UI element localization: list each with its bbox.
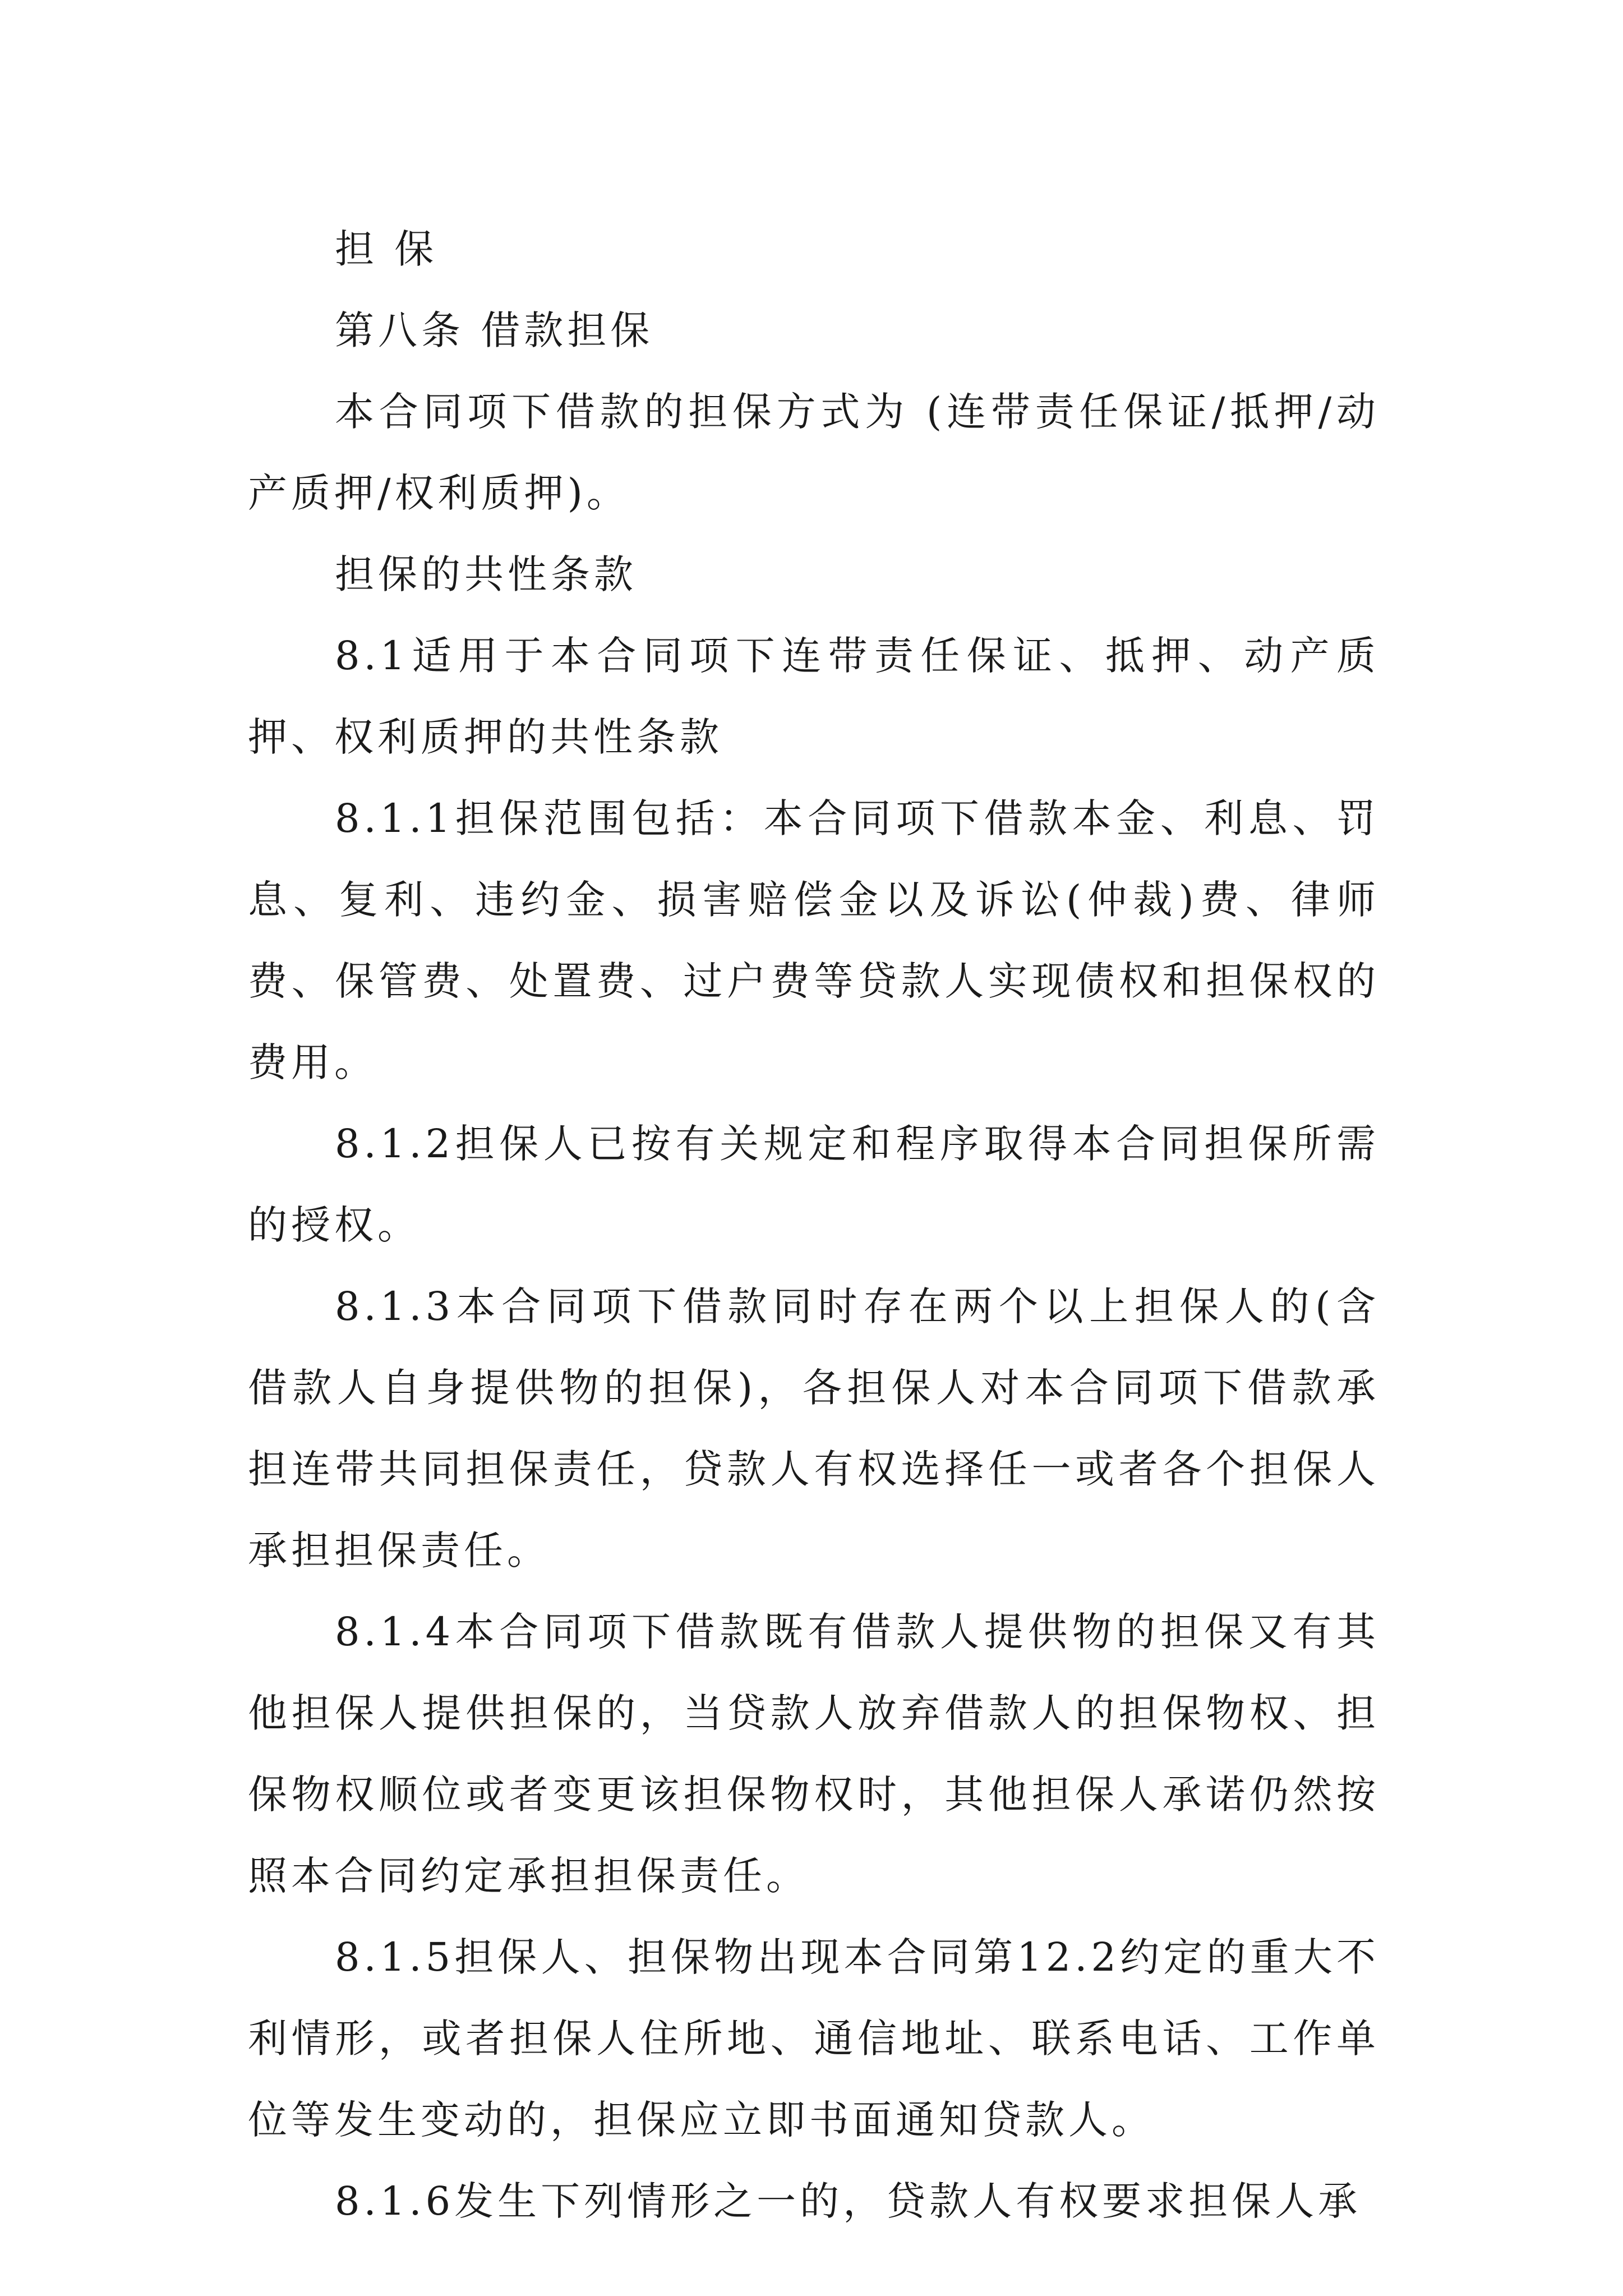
clause-8-1: 8.1适用于本合同项下连带责任保证、抵押、动产质押、权利质押的共性条款: [248, 633, 1380, 760]
clause-8-1-6: 8.1.6发生下列情形之一的，贷款人有权要求担保人承: [335, 2178, 1362, 2224]
section-heading: 担 保: [335, 226, 438, 272]
article-heading: 第八条 借款担保: [335, 307, 654, 353]
clause-8-1-3: 8.1.3本合同项下借款同时存在两个以上担保人的(含借款人自身提供物的担保)，各担保人对本合同项下借款承担连带共同担保责任，贷款人有权选择任一或者各个担保人承担担保责任。: [248, 1283, 1380, 1573]
clause-8-1-5: 8.1.5担保人、担保物出现本合同第12.2约定的重大不利情形，或者担保人住所地、通信地址、联系电话、工作单位等发生变动的，担保应立即书面通知贷款人。: [248, 1934, 1380, 2143]
clause-8-1-4: 8.1.4本合同项下借款既有借款人提供物的担保又有其他担保人提供担保的，当贷款人放弃借款人的担保物权、担保物权顺位或者变更该担保物权时，其他担保人承诺仍然按照本合同约定承担担保责任。: [248, 1609, 1380, 1899]
clause-8-1-1: 8.1.1担保范围包括：本合同项下借款本金、利息、罚息、复利、违约金、损害赔偿金以及诉讼(仲裁)费、律师费、保管费、处置费、过户费等贷款人实现债权和担保权的费用。: [248, 795, 1380, 1085]
paragraph: 本合同项下借款的担保方式为 (连带责任保证/抵押/动产质押/权利质押)。: [248, 389, 1380, 516]
subsection-heading: 担保的共性条款: [335, 551, 637, 597]
document-body: [248, 209, 1380, 2242]
clause-8-1-2: 8.1.2担保人已按有关规定和程序取得本合同担保所需的授权。: [248, 1121, 1380, 1248]
